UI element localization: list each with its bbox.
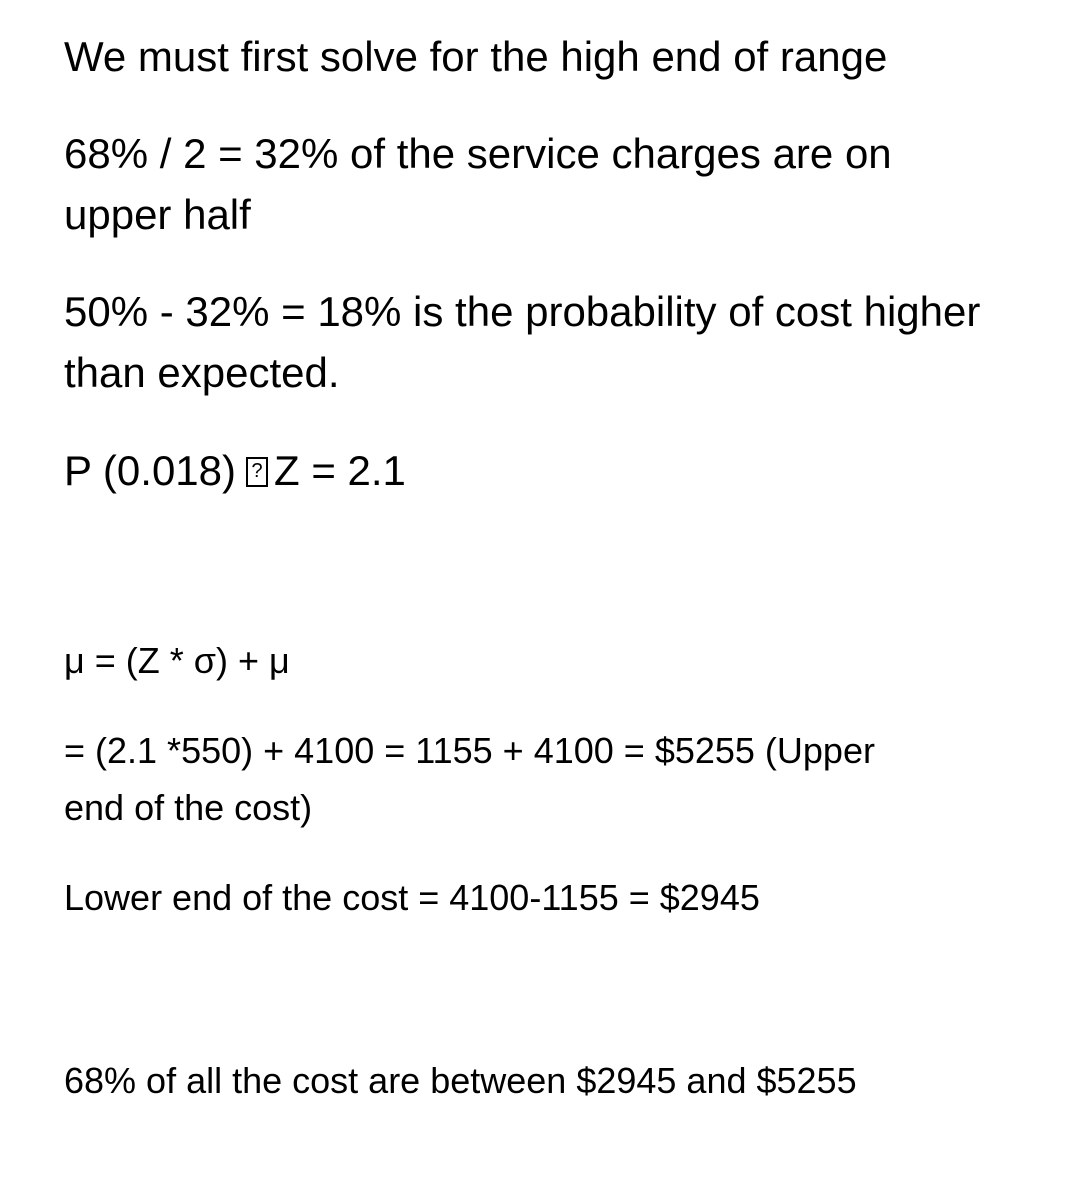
conclusion-line: 68% of all the cost are between $2945 and $5255 (64, 1060, 857, 1101)
missing-glyph-icon (246, 457, 268, 487)
intro-line: We must first solve for the high end of range (64, 33, 888, 80)
lower-end-line: Lower end of the cost = 4100-1155 = $2945 (64, 877, 760, 918)
probability-line (64, 447, 406, 494)
step1-line-1: 68% / 2 = 32% of the service charges are on (64, 130, 892, 177)
calculation-line-1: = (2.1 *550) + 4100 = 1155 + 4100 = $5255 (Upper (64, 730, 875, 771)
probability-right: Z = 2.1 (274, 447, 406, 494)
calculation-line-2: end of the cost) (64, 787, 313, 828)
step2-line-2: than expected. (64, 349, 340, 396)
formula-line: μ = (Z * σ) + μ (64, 640, 290, 681)
step2-line-1: 50% - 32% = 18% is the probability of cost higher (64, 288, 981, 335)
probability-left: P (0.018) (64, 447, 236, 494)
step1-line-2: upper half (64, 191, 251, 238)
